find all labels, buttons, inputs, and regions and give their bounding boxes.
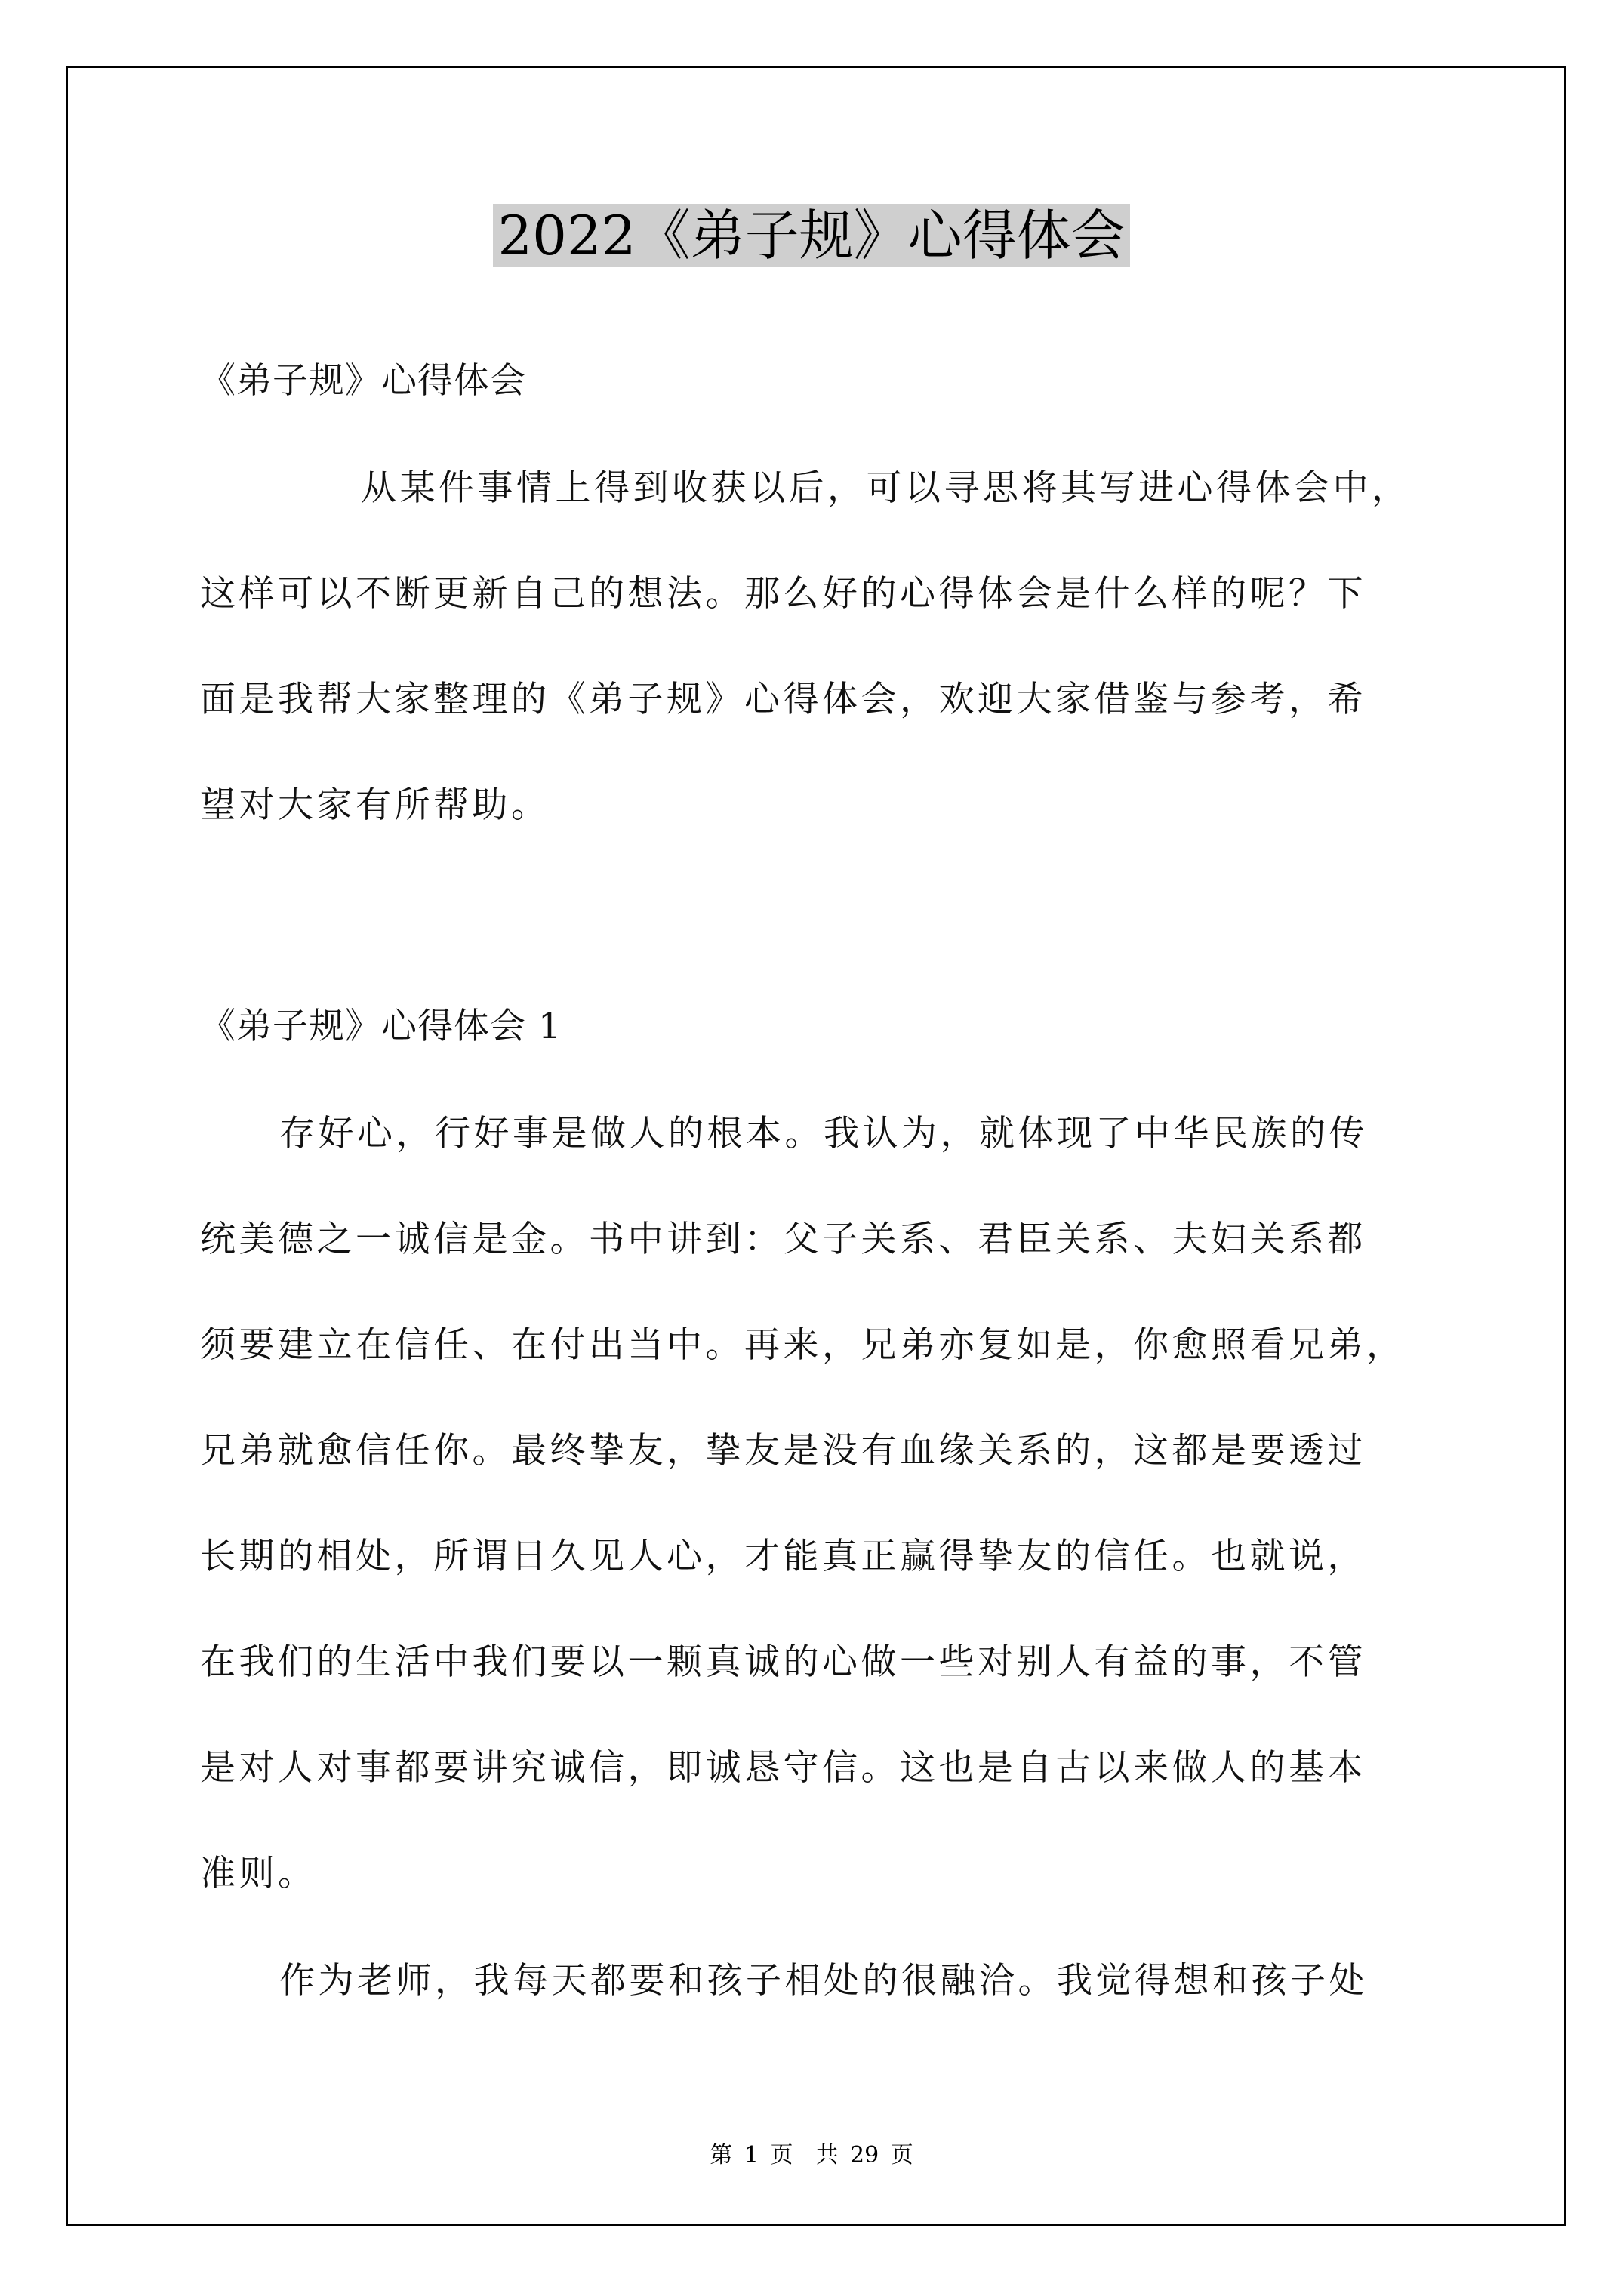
subtitle: 《弟子规》心得体会 — [200, 360, 526, 402]
intro-line: 这样可以不断更新自己的想法。那么好的心得体会是什么样的呢？下 — [200, 573, 1366, 615]
paragraph-line: 长期的相处，所谓日久见人心，才能真正赢得挚友的信任。也就说， — [200, 1536, 1366, 1577]
paragraph-line: 准则。 — [200, 1853, 317, 1894]
paragraph-line: 存好心，行好事是做人的根本。我认为，就体现了中华民族的传 — [279, 1113, 1368, 1154]
paragraph-line: 是对人对事都要讲究诚信，即诚恳守信。这也是自古以来做人的基本 — [200, 1747, 1366, 1789]
paragraph-line: 在我们的生活中我们要以一颗真诚的心做一些对别人有益的事，不管 — [200, 1641, 1366, 1683]
intro-line: 望对大家有所帮助。 — [200, 784, 550, 826]
paragraph-line: 统美德之一诚信是金。书中讲到：父子关系、君臣关系、夫妇关系都 — [200, 1219, 1366, 1260]
intro-line: 从某件事情上得到收获以后，可以寻思将其写进心得体会中， — [361, 467, 1411, 509]
section-heading: 《弟子规》心得体会 1 — [200, 1006, 562, 1047]
paragraph-line: 作为老师，我每天都要和孩子相处的很融洽。我觉得想和孩子处 — [279, 1960, 1368, 2002]
intro-line: 面是我帮大家整理的《弟子规》心得体会，欢迎大家借鉴与参考，希 — [200, 679, 1366, 720]
paragraph-line: 须要建立在信任、在付出当中。再来，兄弟亦复如是，你愈照看兄弟， — [200, 1324, 1406, 1366]
document-title: 2022《弟子规》心得体会 — [0, 198, 1623, 273]
page-footer: 第 1 页 共 29 页 — [710, 2142, 913, 2168]
paragraph-line: 兄弟就愈信任你。最终挚友，挚友是没有血缘关系的，这都是要透过 — [200, 1430, 1366, 1472]
